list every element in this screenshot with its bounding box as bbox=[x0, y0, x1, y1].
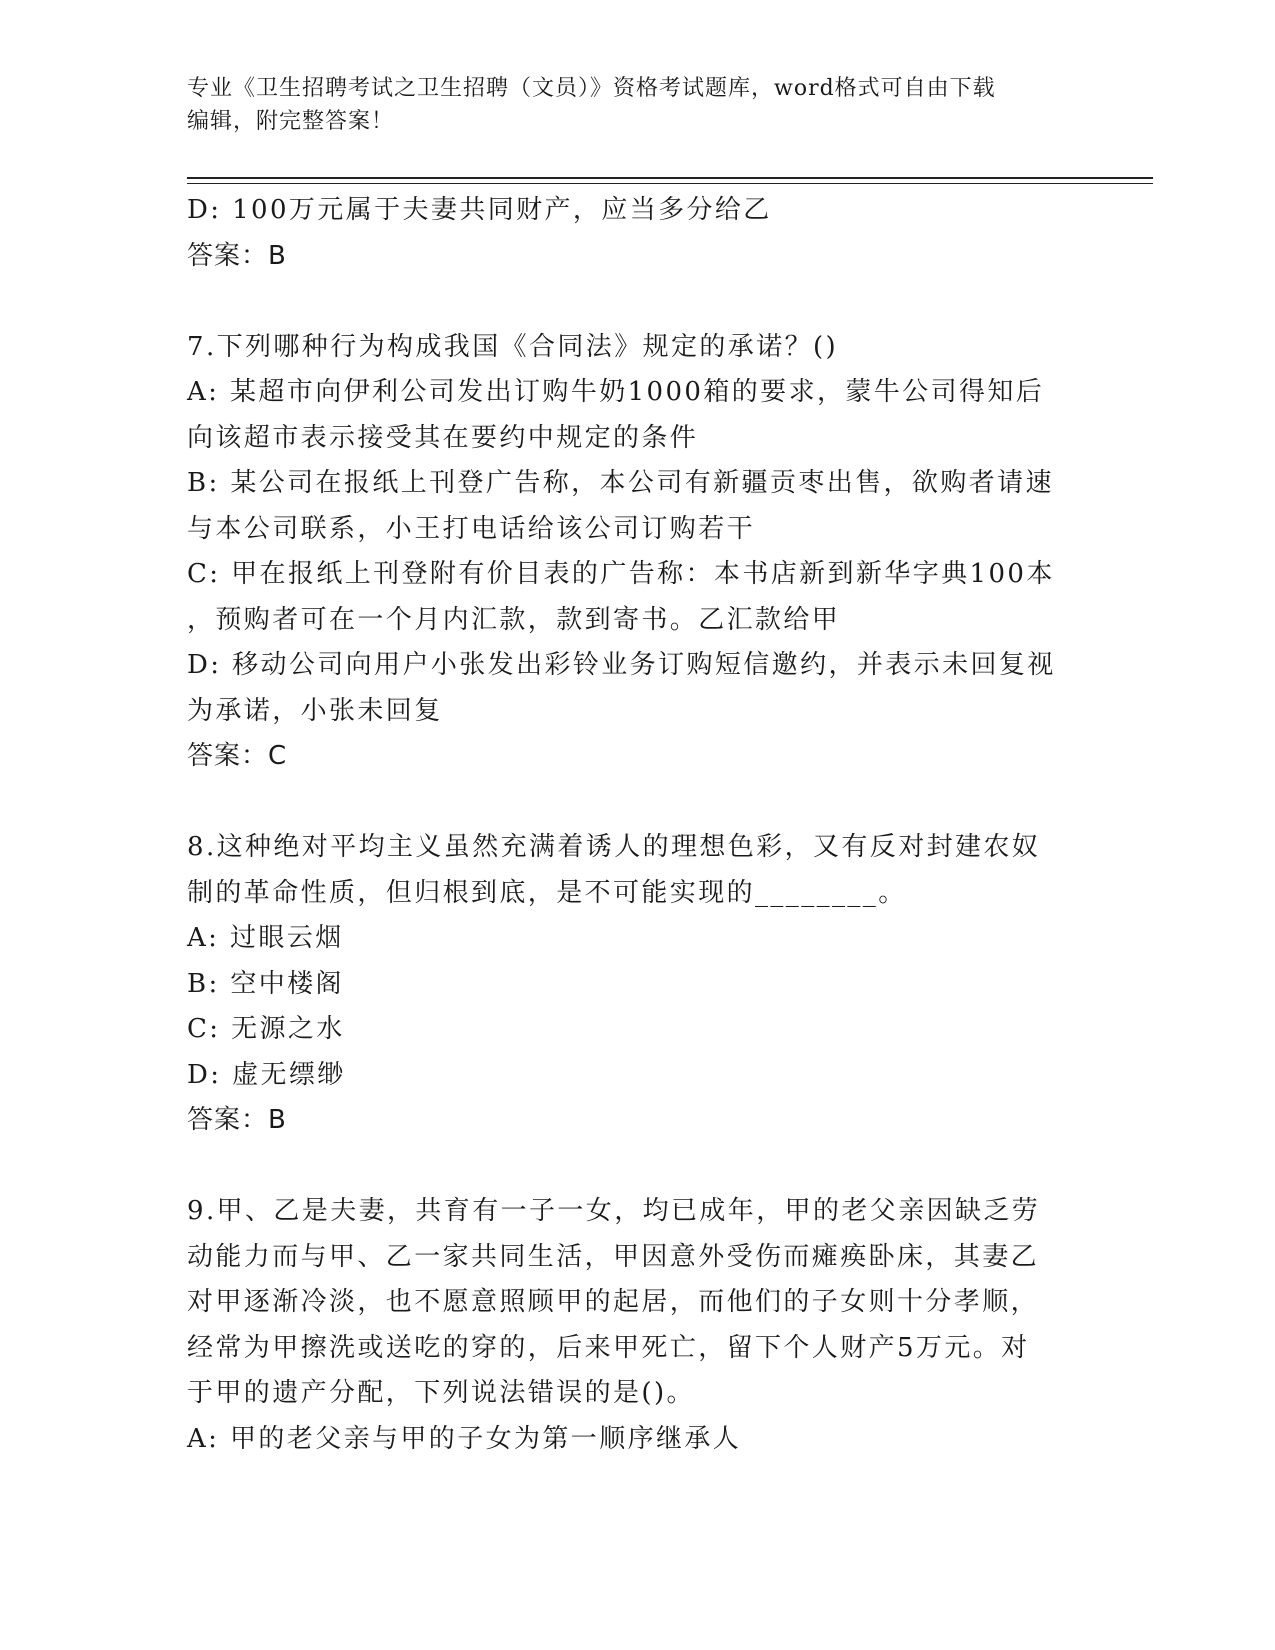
q9-stem-line-4: 经常为甲擦洗或送吃的穿的，后来甲死亡，留下个人财产5万元。对 bbox=[187, 1332, 1030, 1363]
q9-option-a: A: 甲的老父亲与甲的子女为第一顺序继承人 bbox=[187, 1423, 742, 1454]
header-line-2: 编辑，附完整答案！ bbox=[187, 109, 395, 134]
header-line-1: 专业《卫生招聘考试之卫生招聘（文员）》资格考试题库，word格式可自由下载 bbox=[187, 76, 996, 101]
q7-option-c-line-2: ，预购者可在一个月内汇款，款到寄书。乙汇款给甲 bbox=[187, 604, 841, 635]
question-8 bbox=[187, 825, 1077, 1144]
q8-option-d: D: 虚无缥缈 bbox=[187, 1059, 346, 1090]
q9-stem-line-1: 9.甲、乙是夫妻，共育有一子一女，均已成年，甲的老父亲因缺乏劳 bbox=[187, 1196, 1041, 1226]
q8-stem-line-2: 制的革命性质，但归根到底，是不可能实现的________。 bbox=[187, 877, 907, 908]
header-divider-thick bbox=[187, 177, 1153, 179]
spacer bbox=[187, 780, 1077, 826]
document-header bbox=[187, 72, 1067, 138]
header-divider-thin bbox=[187, 183, 1153, 184]
question-content bbox=[187, 188, 1077, 1462]
q7-option-b-line-2: 与本公司联系，小王打电话给该公司订购若干 bbox=[187, 513, 756, 544]
q9-stem-line-5: 于甲的遗产分配，下列说法错误的是()。 bbox=[187, 1378, 695, 1408]
q7-answer: 答案：C bbox=[187, 741, 288, 771]
q7-option-b-line-1: B: 某公司在报纸上刊登广告称，本公司有新疆贡枣出售，欲购者请速 bbox=[187, 468, 1054, 498]
q8-option-c: C: 无源之水 bbox=[187, 1014, 345, 1044]
q7-option-c-line-1: C: 甲在报纸上刊登附有价目表的广告称：本书店新到新华字典100本 bbox=[187, 559, 1055, 589]
q8-option-a: A: 过眼云烟 bbox=[187, 923, 344, 953]
q6-answer: 答案：B bbox=[187, 240, 287, 271]
q8-answer: 答案：B bbox=[187, 1105, 287, 1135]
q9-stem-line-3: 对甲逐渐冷淡，也不愿意照顾甲的起居，而他们的子女则十分孝顺， bbox=[187, 1287, 1040, 1317]
q7-stem: 7.下列哪种行为构成我国《合同法》规定的承诺？() bbox=[187, 331, 839, 362]
q7-option-a-line-1: A: 某超市向伊利公司发出订购牛奶1000箱的要求，蒙牛公司得知后 bbox=[187, 377, 1045, 407]
spacer bbox=[187, 279, 1077, 325]
q9-stem-line-2: 动能力而与甲、乙一家共同生活，甲因意外受伤而瘫痪卧床，其妻乙 bbox=[187, 1241, 1040, 1272]
q7-option-d-line-1: D: 移动公司向用户小张发出彩铃业务订购短信邀约，并表示未回复视 bbox=[187, 650, 1056, 680]
q6-option-d: D: 100万元属于夫妻共同财产，应当多分给乙 bbox=[187, 195, 772, 225]
q8-stem-line-1: 8.这种绝对平均主义虽然充满着诱人的理想色彩，又有反对封建农奴 bbox=[187, 832, 1041, 862]
question-6 bbox=[187, 188, 1077, 279]
spacer bbox=[187, 1144, 1077, 1190]
q7-option-d-line-2: 为承诺，小张未回复 bbox=[187, 695, 443, 726]
q7-option-a-line-2: 向该超市表示接受其在要约中规定的条件 bbox=[187, 422, 699, 453]
question-7 bbox=[187, 325, 1077, 780]
question-9 bbox=[187, 1189, 1077, 1462]
q8-option-b: B: 空中楼阁 bbox=[187, 968, 344, 999]
